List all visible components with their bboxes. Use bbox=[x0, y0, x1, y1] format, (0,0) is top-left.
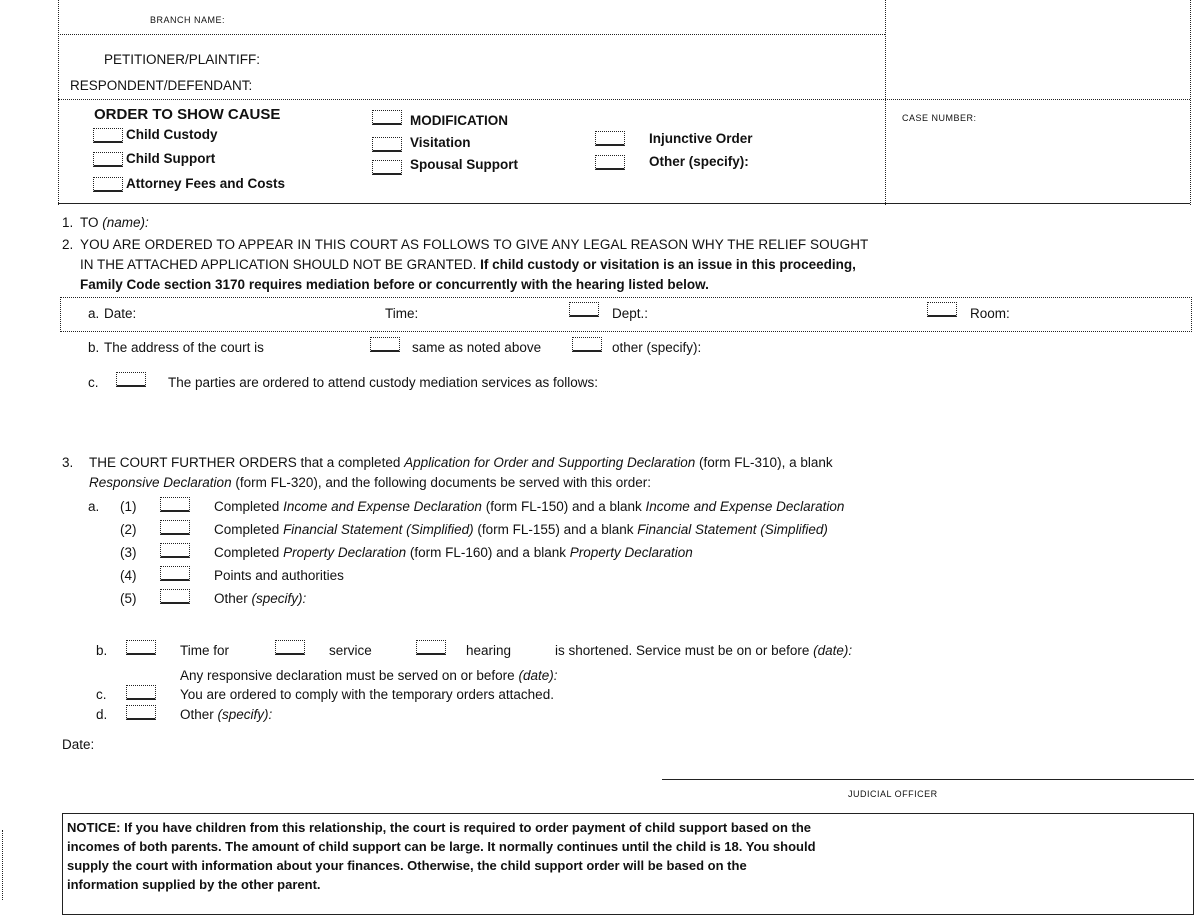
same-address-label: same as noted above bbox=[412, 340, 542, 355]
hearing-checkbox[interactable] bbox=[416, 640, 446, 655]
notice-label: NOTICE: bbox=[67, 820, 121, 835]
time-shortened-checkbox[interactable] bbox=[126, 640, 156, 655]
item1-to-label bbox=[80, 215, 149, 230]
doc-italic: Financial Statement (Simplified) bbox=[283, 522, 474, 537]
doc-number: (1) bbox=[120, 499, 137, 514]
doc-italic: (specify): bbox=[251, 591, 307, 606]
doc-property-declaration-checkbox[interactable] bbox=[160, 543, 190, 558]
item1-number: 1. bbox=[62, 215, 74, 230]
doc-italic2: Property Declaration bbox=[569, 545, 693, 560]
item2-line2-bold: If child custody or visitation is an issue in this proceeding, bbox=[480, 257, 856, 272]
notice-line4: information supplied by the other parent. bbox=[67, 877, 321, 892]
doc-item-text bbox=[214, 591, 306, 606]
court-address-label: The address of the court is bbox=[104, 340, 264, 355]
child-custody-checkbox[interactable] bbox=[93, 128, 123, 143]
name-hint: (name): bbox=[102, 215, 149, 230]
doc-number: (2) bbox=[120, 522, 137, 537]
child-support-checkbox[interactable] bbox=[93, 152, 123, 167]
item2b-letter: b. bbox=[88, 340, 100, 355]
order-other-label: Other (specify): bbox=[649, 154, 749, 169]
caption-divider bbox=[885, 0, 886, 205]
notice-text-line1: If you have children from this relationship, the court is required to order payment of child support based on the bbox=[124, 820, 811, 835]
child-support-label: Child Support bbox=[126, 151, 216, 166]
item2-line2 bbox=[80, 257, 856, 272]
spousal-support-checkbox[interactable] bbox=[372, 160, 402, 175]
time-for-label: Time for bbox=[180, 643, 230, 658]
item2c-letter: c. bbox=[88, 375, 99, 390]
caption-divider-line bbox=[58, 34, 885, 35]
other-address-label: other (specify): bbox=[612, 340, 702, 355]
shortened-text bbox=[555, 643, 852, 658]
notice-line2: incomes of both parents. The amount of child support can be large. It normally continues until the child is 18. You should bbox=[67, 839, 816, 854]
doc-financial-statement-checkbox[interactable] bbox=[160, 520, 190, 535]
item3-number: 3. bbox=[62, 455, 74, 470]
item2-number: 2. bbox=[62, 237, 74, 252]
notice-line3: supply the court with information about your finances. Otherwise, the child support order will be based on the bbox=[67, 858, 747, 873]
item2-line3: Family Code section 3170 requires mediation before or concurrently with the hearing listed below. bbox=[80, 277, 709, 292]
responsive-line: Any responsive declaration must be served on or before bbox=[180, 668, 515, 683]
item3c-letter: c. bbox=[96, 687, 107, 702]
item2-line2-plain: IN THE ATTACHED APPLICATION SHOULD NOT BE GRANTED. bbox=[80, 257, 477, 272]
doc-mid: (form FL-160) and a blank bbox=[409, 545, 566, 560]
service-label: service bbox=[329, 643, 372, 658]
item3b-letter: b. bbox=[96, 643, 108, 658]
branch-name-label: BRANCH NAME: bbox=[150, 15, 226, 25]
doc-points-authorities-checkbox[interactable] bbox=[160, 566, 190, 581]
doc-italic2: Financial Statement (Simplified) bbox=[637, 522, 828, 537]
doc-item-text bbox=[214, 545, 693, 560]
modification-checkbox[interactable] bbox=[372, 110, 402, 125]
doc-income-expense-checkbox[interactable] bbox=[160, 497, 190, 512]
doc-mid: (form FL-155) and a blank bbox=[477, 522, 634, 537]
doc-number: (3) bbox=[120, 545, 137, 560]
doc-italic2: Income and Expense Declaration bbox=[645, 499, 845, 514]
doc-italic: Property Declaration bbox=[283, 545, 407, 560]
visitation-checkbox[interactable] bbox=[372, 137, 402, 152]
temporary-orders-text: You are ordered to comply with the temporary orders attached. bbox=[180, 687, 554, 702]
doc-item-text bbox=[214, 499, 844, 514]
hearing-a-letter: a. bbox=[88, 306, 100, 321]
visitation-label: Visitation bbox=[410, 135, 471, 150]
to-label: TO bbox=[80, 215, 99, 230]
item3-line1-a: THE COURT FURTHER ORDERS that a completed bbox=[89, 455, 401, 470]
item3-line1-b: (form FL-310), a blank bbox=[699, 455, 833, 470]
doc-number: (4) bbox=[120, 568, 137, 583]
doc-pre: Completed bbox=[214, 522, 280, 537]
item2-line1: YOU ARE ORDERED TO APPEAR IN THIS COURT AS FOLLOWS TO GIVE ANY LEGAL REASON WHY THE RELIEF SOUGHT bbox=[80, 237, 869, 252]
shortened-rest: is shortened. Service must be on or before bbox=[555, 643, 810, 658]
injunctive-order-checkbox[interactable] bbox=[595, 131, 625, 146]
caption-divider-line bbox=[58, 99, 1190, 100]
doc-pre: Completed bbox=[214, 545, 280, 560]
hearing-dept-label: Dept.: bbox=[612, 306, 649, 321]
mediation-text: The parties are ordered to attend custody mediation services as follows: bbox=[168, 375, 598, 390]
doc-italic: Income and Expense Declaration bbox=[283, 499, 482, 514]
mediation-checkbox[interactable] bbox=[116, 372, 146, 387]
signature-date-label: Date: bbox=[62, 737, 95, 752]
caption-left-border bbox=[58, 0, 59, 205]
hearing-time-label: Time: bbox=[385, 306, 419, 321]
doc-item-text bbox=[214, 522, 828, 537]
modification-label: MODIFICATION bbox=[410, 113, 508, 128]
item3-line2 bbox=[89, 475, 651, 490]
caption-bottom-line bbox=[58, 203, 1190, 204]
item3-line2-b: (form FL-320), and the following documents be served with this order: bbox=[235, 475, 652, 490]
caption-right-border bbox=[1190, 0, 1191, 205]
respondent-label: RESPONDENT/DEFENDANT: bbox=[70, 78, 253, 93]
order-to-show-cause-title: ORDER TO SHOW CAUSE bbox=[94, 106, 281, 123]
doc-item-text: Points and authorities bbox=[214, 568, 344, 583]
case-number-label: CASE NUMBER: bbox=[902, 113, 977, 123]
item3-line1-italic: Application for Order and Supporting Declaration bbox=[404, 455, 696, 470]
other-order-label: Other bbox=[180, 707, 214, 722]
item3a-letter: a. bbox=[88, 499, 100, 514]
spousal-support-label: Spousal Support bbox=[410, 157, 518, 172]
doc-pre: Completed bbox=[214, 499, 280, 514]
shortened-date-hint: (date): bbox=[813, 643, 853, 658]
other-order-text bbox=[180, 707, 272, 722]
judicial-officer-label: JUDICIAL OFFICER bbox=[848, 789, 938, 799]
other-address-checkbox[interactable] bbox=[572, 337, 602, 352]
hearing-date-label: Date: bbox=[104, 306, 137, 321]
responsive-declaration-text bbox=[180, 668, 557, 683]
other-order-hint: (specify): bbox=[217, 707, 273, 722]
doc-number: (5) bbox=[120, 591, 137, 606]
dept-checkbox[interactable] bbox=[569, 302, 599, 317]
responsive-date-hint: (date): bbox=[518, 668, 558, 683]
doc-mid: (form FL-150) and a blank bbox=[485, 499, 642, 514]
order-other-checkbox[interactable] bbox=[595, 155, 625, 170]
item3d-letter: d. bbox=[96, 707, 108, 722]
temporary-orders-checkbox[interactable] bbox=[126, 685, 156, 700]
same-address-checkbox[interactable] bbox=[370, 337, 400, 352]
doc-other-checkbox[interactable] bbox=[160, 589, 190, 604]
hearing-label: hearing bbox=[466, 643, 512, 658]
signature-line[interactable] bbox=[662, 779, 1194, 780]
child-custody-label: Child Custody bbox=[126, 127, 218, 142]
room-checkbox[interactable] bbox=[927, 302, 957, 317]
attorney-fees-checkbox[interactable] bbox=[93, 177, 123, 192]
other-order-checkbox[interactable] bbox=[126, 705, 156, 720]
item3-line2-italic: Responsive Declaration bbox=[89, 475, 232, 490]
notice-line1 bbox=[67, 820, 811, 835]
injunctive-order-label: Injunctive Order bbox=[649, 131, 753, 146]
doc-pre: Other bbox=[214, 591, 248, 606]
service-checkbox[interactable] bbox=[275, 640, 305, 655]
page-edge-mark bbox=[2, 830, 3, 900]
attorney-fees-label: Attorney Fees and Costs bbox=[126, 176, 286, 191]
hearing-room-label: Room: bbox=[970, 306, 1010, 321]
petitioner-label: PETITIONER/PLAINTIFF: bbox=[104, 52, 261, 67]
item3-line1 bbox=[89, 455, 833, 470]
